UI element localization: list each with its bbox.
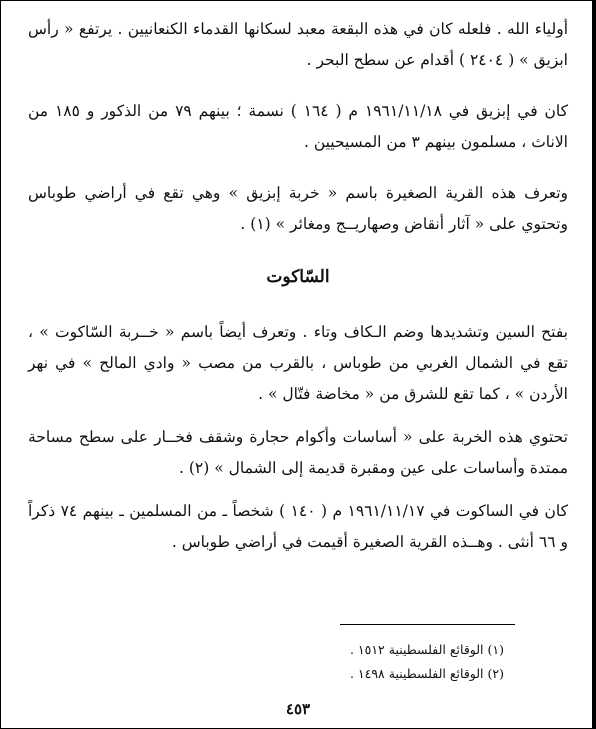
footnote-2: (٢) الوقائع الفلسطينية ١٤٩٨ . (349, 666, 504, 681)
footnote-divider (340, 624, 515, 625)
paragraph-3: وتعرف هذه القرية الصغيرة باسم « خربة إبزيق » وهي تقع في أراضي طوباس وتحتوي على « آثار أنقاض وصهاريــج ومغائر » (١) . (28, 184, 568, 233)
section-heading: السّاكوت (266, 267, 330, 287)
page-edge-shadow (592, 0, 596, 729)
footnotes (204, 638, 504, 686)
section-paragraph-2: تحتوي هذه الخربة على « أساسات وأكوام حجارة وشقف فخــار على سطح مساحة ممتدة وأساسات على عين ومقبرة قديمة إلى الشمال » (٢) . (28, 428, 568, 477)
paragraph-1: أولياء الله . فلعله كان في هذه البقعة معبد لسكانها القدماء الكنعانيين . يرتفع « رأس ابزيق » ( ٢٤٠٤ ) أقدام عن سطح البحر . (28, 20, 568, 69)
section-paragraph-1: بفتح السين وتشديدها وضم الـكاف وتاء . وتعرف أيضاً باسم « خــربة السّاكوت » ، تقع في الشمال الغربي من طوباس ، بالقرب من مصب « وادي المالح » في نهر الأردن » ، كما تقع للشرق من « مخاضة فتّال » . (28, 323, 568, 403)
paragraph-2: كان في إبزيق في ١٩٦١/١١/١٨ م ( ١٦٤ ) نسمة ؛ بينهم ٧٩ من الذكور و ١٨٥ من الاناث ، مسلمون بينهم ٣ من المسيحيين . (28, 102, 568, 151)
section-paragraph-3: كان في الساكوت في ١٩٦١/١١/١٧ م ( ١٤٠ ) شخصاً ـ من المسلمين ـ بينهم ٧٤ ذكراً و ٦٦ أنثى . وهــذه القرية الصغيرة أقيمت في أراضي طوباس . (28, 502, 568, 551)
page-body (28, 14, 568, 558)
page-number: ٤٥٣ (285, 700, 311, 718)
footnote-1: (١) الوقائع الفلسطينية ١٥١٢ . (349, 642, 504, 657)
